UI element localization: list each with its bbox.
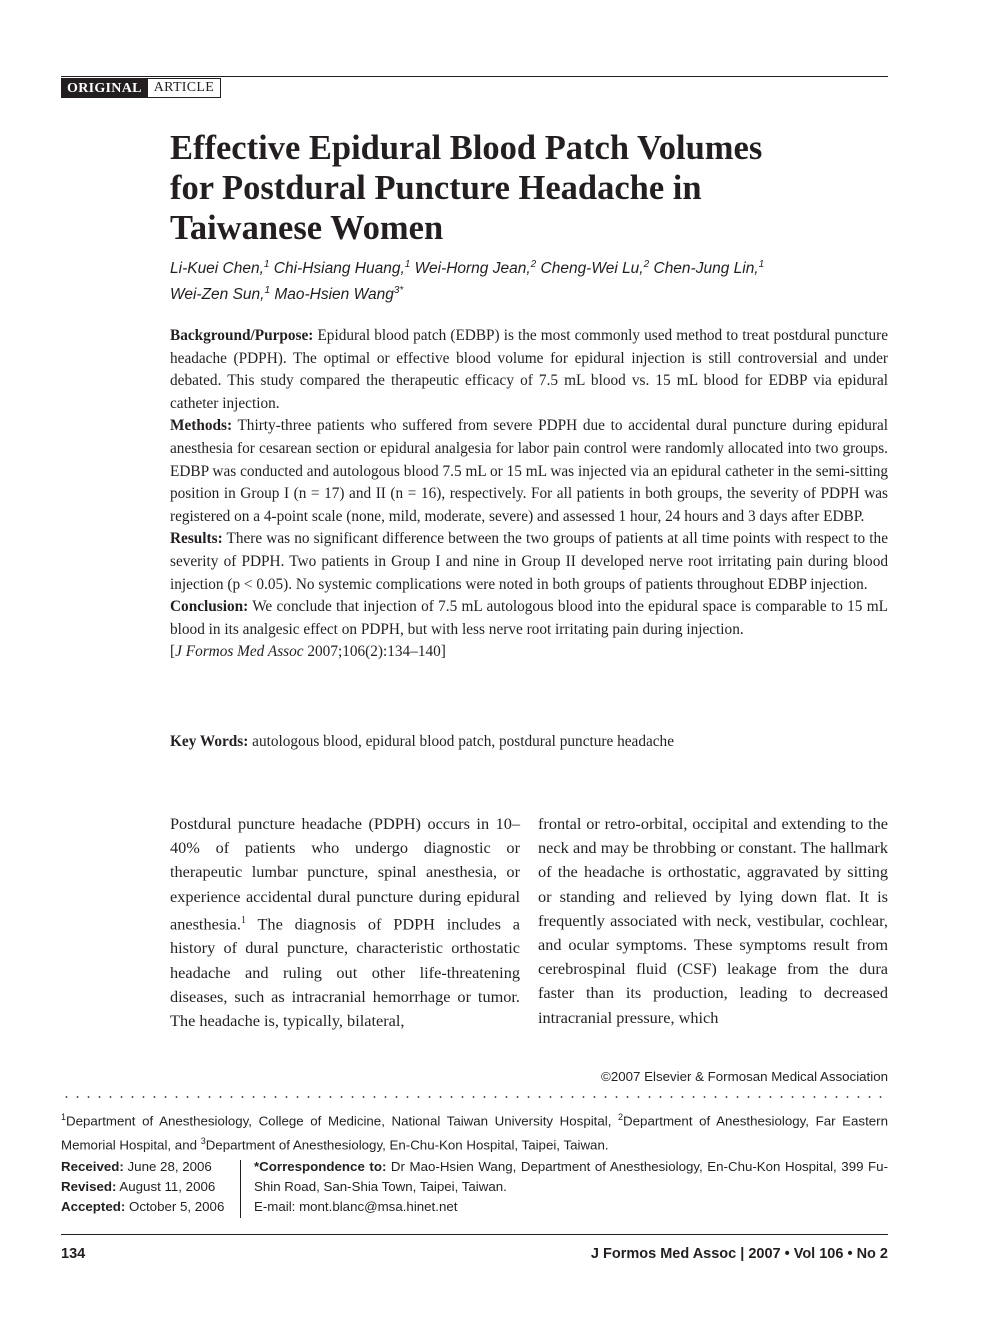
author-name: Wei-Zen Sun,: [170, 286, 265, 304]
affiliations: $^1$Department of Anesthesiology, College of Medicine, National Taiwan University Hospital, $^2$Department of Anesthesiology, Far Eastern Memorial Hospital, and $^3$Department of Anesthesiology, En-Chu-Kon Hospital, Taipei, Taiwan.: [61, 1112, 888, 1153]
journal-info: J Formos Med Assoc | 2007 • Vol 106 • No 2: [590, 1246, 888, 1262]
abstract-citation: [J Formos Med Assoc 2007;106(2):134–140]: [170, 643, 446, 661]
affiliation-ref: 1: [263, 259, 270, 270]
author-name: Chen-Jung Lin,: [649, 260, 759, 278]
tag-original: ORIGINAL: [61, 78, 148, 98]
reference-mark: 1: [240, 914, 246, 926]
body-column-right: frontal or retro-orbital, occipital and extending to the neck and may be throbbing or constant. The hallmark of the headache is orthostatic, aggravated by sitting or standing and relieved by lying down flat. It is frequently associated with neck, vestibular, cochlear, and ocular symptoms. These symptoms result from cerebrospinal fluid (CSF) leakage from the dura faster than its production, leading to decreased intracranial pressure, which: [538, 814, 888, 1027]
copyright-line: ©2007 Elsevier & Formosan Medical Association: [601, 1069, 888, 1084]
author-list: [170, 254, 870, 306]
page-number: 134: [61, 1246, 86, 1262]
footer-rule: [61, 1234, 888, 1235]
article-type-tag: [61, 78, 221, 98]
key-words: Key Words: autologous blood, epidural blood patch, postdural puncture headache: [170, 733, 674, 750]
dates-divider: [240, 1160, 241, 1218]
dotted-divider: [61, 1096, 888, 1098]
author-name: Chi-Hsiang Huang,: [269, 260, 405, 278]
received-date: Received: June 28, 2006: [61, 1159, 212, 1174]
abstract-results: Results: There was no significant difference between the two groups of patients at all time points with respect to the severity of PDPH. Two patients in Group I and nine in Group II developed nerve root irritating pain during blood injection (p < 0.05). No systemic complications were noted in both groups of patients throughout EDBP injection.: [170, 530, 888, 593]
top-rule: [61, 76, 888, 77]
author-name: Cheng-Wei Lu,: [536, 260, 644, 278]
affiliation-ref: 2: [643, 259, 650, 270]
affiliation-ref: 3*: [393, 285, 404, 297]
article-dates: [61, 1157, 237, 1217]
title-line: Effective Epidural Blood Patch Volumes: [170, 129, 763, 167]
author-name: Wei-Horng Jean,: [410, 260, 531, 278]
abstract-background: Background/Purpose: Epidural blood patch (EDBP) is the most commonly used method to treat postdural puncture headache (PDPH). The optimal or effective blood volume for epidural injection is still controversial and under debated. This study compared the therapeutic efficacy of 7.5 mL blood vs. 15 mL blood for EDBP via epidural catheter injection.: [170, 327, 888, 412]
abstract-methods: Methods: Thirty-three patients who suffered from severe PDPH due to accidental dural puncture during epidural anesthesia for cesarean section or epidural analgesia for labor pain control were randomly allocated into two groups. EDBP was conducted and autologous blood 7.5 mL or 15 mL was injected via an epidural catheter in the semi-sitting position in Group I (n = 17) and II (n = 16), respectively. For all patients in both groups, the severity of PDPH was registered on a 4-point scale (none, mild, moderate, severe) and assessed 1 hour, 24 hours and 3 days after EDBP.: [170, 417, 888, 525]
correspondence-email[interactable]: E-mail: mont.blanc@msa.hinet.net: [254, 1199, 458, 1214]
title-line: Taiwanese Women: [170, 209, 444, 247]
affiliation-ref: 1: [758, 259, 765, 270]
article-title: [170, 128, 870, 248]
accepted-date: Accepted: October 5, 2006: [61, 1199, 225, 1214]
correspondence: *Correspondence to: Dr Mao-Hsien Wang, Department of Anesthesiology, En-Chu-Kon Hospital, 399 Fu-Shin Road, San-Shia Town, Taipei, Taiwan. E-mail: mont.blanc@msa.hinet.net: [254, 1157, 888, 1217]
corresponding-mark: *: [399, 285, 404, 297]
affiliation-ref: 1: [264, 285, 271, 297]
abstract: [170, 325, 888, 664]
revised-date: Revised: August 11, 2006: [61, 1179, 216, 1194]
body-column-left: Postdural puncture headache (PDPH) occurs in 10–40% of patients who undergo diagnostic or therapeutic lumbar puncture, spinal anesthesia, or experience accidental dural puncture during epidural anesthesia.$^1$ The diagnosis of PDPH includes a history of dural puncture, characteristic orthostatic headache and ruling out other life-threatening diseases, such as intracranial hemorrhage or tumor. The headache is, typically, bilateral,: [170, 814, 520, 1031]
abstract-conclusion: Conclusion: We conclude that injection of 7.5 mL autologous blood into the epidural space is comparable to 15 mL blood in its analgesic effect on PDPH, but with less nerve root irritating pain during injection.: [170, 598, 888, 638]
affiliation-ref: 2: [530, 259, 537, 270]
title-line: for Postdural Puncture Headache in: [170, 169, 702, 207]
author-name: Li-Kuei Chen,: [170, 260, 264, 278]
author-name: Mao-Hsien Wang: [270, 286, 394, 304]
affiliation-ref: 1: [404, 259, 411, 270]
tag-article: ARTICLE: [148, 78, 221, 98]
